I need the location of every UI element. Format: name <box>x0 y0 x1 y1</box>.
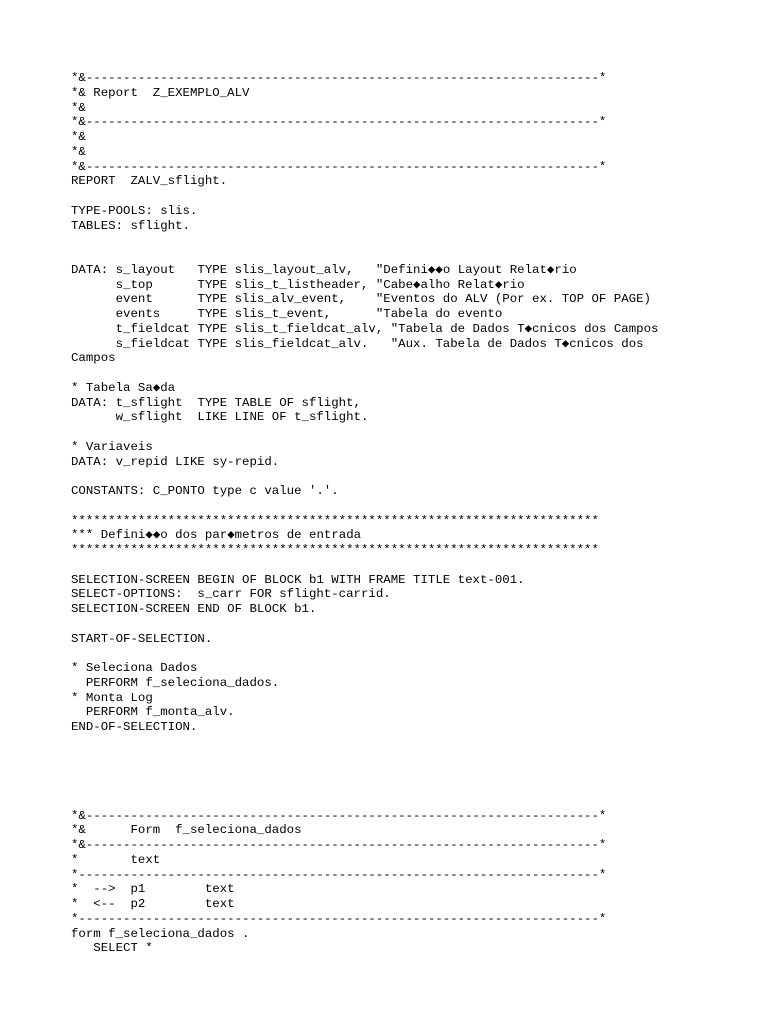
code-line: *& Report Z_EXEMPLO_ALV <box>71 85 250 100</box>
code-line: events TYPE slis_t_event, "Tabela do evento <box>71 307 503 321</box>
code-line: *********************************************************************** <box>71 543 599 557</box>
code-line: * Variaveis <box>71 439 153 454</box>
code-line: *&---------------------------------------------------------------------* <box>71 808 607 823</box>
code-line: *& <box>71 144 86 159</box>
code-line: SELECTION-SCREEN BEGIN OF BLOCK b1 WITH FRAME TITLE text-001. <box>71 572 525 587</box>
code-line: SELECT * <box>71 941 153 956</box>
code-line <box>71 366 658 381</box>
code-line <box>71 189 658 204</box>
code-line: s_top TYPE slis_t_listheader, "Cabe◆alho Relat◆rio <box>71 277 525 292</box>
code-line <box>71 617 658 632</box>
code-line: * text <box>71 852 161 867</box>
code-line <box>71 499 658 514</box>
code-line <box>71 248 658 263</box>
code-line: TYPE-POOLS: slis. <box>71 203 198 218</box>
code-line: * Tabela Sa◆da <box>71 380 176 395</box>
code-line <box>71 233 658 248</box>
code-line: *&---------------------------------------------------------------------* <box>71 115 607 130</box>
code-line: * Monta Log <box>71 690 153 705</box>
code-line: *&---------------------------------------------------------------------* <box>71 159 607 174</box>
code-line <box>71 764 658 779</box>
code-line: DATA: v_repid LIKE sy-repid. <box>71 454 280 469</box>
code-line: PERFORM f_monta_alv. <box>71 705 235 720</box>
code-line: REPORT ZALV_sflight. <box>71 174 228 189</box>
code-line: *& <box>71 100 86 115</box>
code-line <box>71 425 658 440</box>
code-line <box>71 558 658 573</box>
code-line <box>71 794 658 809</box>
code-line: Campos <box>71 351 116 366</box>
code-line: SELECT-OPTIONS: s_carr FOR sflight-carrid. <box>71 587 391 602</box>
code-line: TABLES: sflight. <box>71 218 190 233</box>
code-line <box>71 779 658 794</box>
code-line: form f_seleciona_dados . <box>71 926 250 941</box>
abap-source-code <box>71 71 658 956</box>
code-line: PERFORM f_seleciona_dados. <box>71 675 280 690</box>
code-line: DATA: t_sflight TYPE TABLE OF sflight, <box>71 395 361 410</box>
code-line: *& Form f_seleciona_dados <box>71 823 302 838</box>
code-line: *----------------------------------------------------------------------* <box>71 911 607 926</box>
code-line <box>71 750 658 765</box>
code-line: *********************************************************************** <box>71 513 599 528</box>
code-line: * --> p1 text <box>71 882 235 897</box>
code-line: t_fieldcat TYPE slis_t_fieldcat_alv, "Tabela de Dados T◆cnicos dos Campos <box>71 321 659 336</box>
code-line: s_fieldcat TYPE slis_fieldcat_alv. "Aux. Tabela de Dados T◆cnicos dos <box>71 336 644 351</box>
code-line: DATA: s_layout TYPE slis_layout_alv, "Defini◆◆o Layout Relat◆rio <box>71 262 577 277</box>
code-line: *** Defini◆◆o dos par◆metros de entrada <box>71 528 362 543</box>
code-line <box>71 469 658 484</box>
code-line: w_sflight LIKE LINE OF t_sflight. <box>71 410 369 425</box>
code-line: *&---------------------------------------------------------------------* <box>71 838 607 852</box>
code-line: * <-- p2 text <box>71 897 235 911</box>
code-line: START-OF-SELECTION. <box>71 631 213 646</box>
code-line: event TYPE slis_alv_event, "Eventos do ALV (Por ex. TOP OF PAGE) <box>71 292 651 307</box>
code-line: *----------------------------------------------------------------------* <box>71 867 607 882</box>
code-line: SELECTION-SCREEN END OF BLOCK b1. <box>71 602 317 616</box>
code-line: CONSTANTS: C_PONTO type c value '.'. <box>71 484 339 498</box>
code-line: *&---------------------------------------------------------------------* <box>71 71 607 85</box>
code-line: * Seleciona Dados <box>71 661 198 675</box>
code-line: END-OF-SELECTION. <box>71 720 198 734</box>
code-line <box>71 646 658 661</box>
code-line <box>71 735 658 750</box>
code-line: *& <box>71 130 86 144</box>
